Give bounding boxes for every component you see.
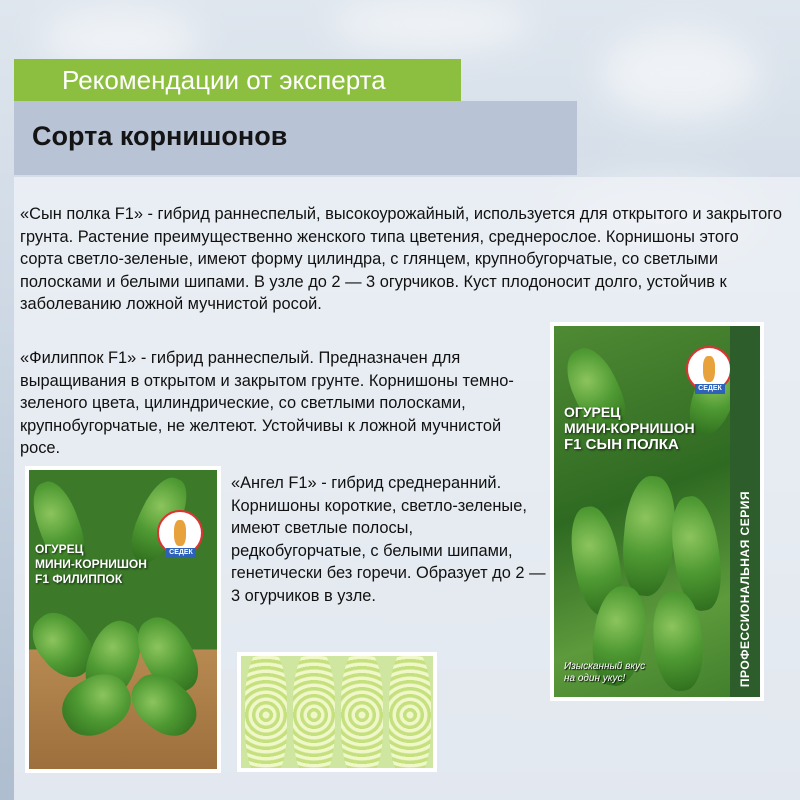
- brand-logo-icon: СЕДЕК: [157, 510, 203, 556]
- series-ribbon: [730, 326, 760, 697]
- expert-tag: Рекомендации от эксперта: [14, 59, 461, 101]
- title-bar: [14, 101, 577, 175]
- pack-label-line1: ОГУРЕЦ: [564, 404, 621, 420]
- paragraph-filippok: «Филиппок F1» - гибрид раннеспелый. Предназначен для выращивания в открытом и закрытом грунте. Корнишоны темно-зеленого цвета, цилиндрические, со светлыми полосками, крупнобугорчатые, не желтеют. Устойчивы к ложной мучнистой росе.: [20, 349, 514, 457]
- slogan-line1: Изысканный вкус: [564, 661, 646, 672]
- pack-label-line3: F1 ФИЛИППОК: [35, 572, 123, 586]
- pack-label-line1: ОГУРЕЦ: [35, 542, 84, 556]
- slogan-line2: на один укус!: [564, 673, 626, 684]
- seed-pack-filippok: [25, 466, 221, 773]
- pack-label-line3: F1 СЫН ПОЛКА: [564, 436, 679, 453]
- pack-label-line2: МИНИ-КОРНИШОН: [35, 557, 147, 571]
- photo-angel-cucumbers: [237, 652, 437, 772]
- page-title: Сорта корнишонов: [32, 121, 288, 151]
- paragraph-son-polka: «Сын полка F1» - гибрид раннеспелый, высокоурожайный, используется для открытого и закрытого грунта. Растение преимущественно женского типа цветения, среднерослое. Корнишоны этого сорта светло-зеленые, имеют форму цилиндра, с глянцем, крупнобугорчатые, со светлыми полосками и белыми шипами. В узле до 2 — 3 огурчиков. Куст плодоносит долго, устойчив к заболеванию ложной мучнистой росой.: [20, 205, 782, 313]
- paragraph-angel: «Ангел F1» - гибрид среднеранний. Корнишоны короткие, светло-зеленые, имеют светлые полосы, редкобугорчатые, с белыми шипами, генетически без горечи. Образует до 2 — 3 огурчиков в узле.: [231, 474, 546, 605]
- seed-pack-son-polka: [550, 322, 764, 701]
- pack-label-line2: МИНИ-КОРНИШОН: [564, 420, 695, 436]
- brand-logo-icon: СЕДЕК: [686, 346, 732, 392]
- pack-slogan: [564, 661, 645, 685]
- series-label: ПРОФЕССИОНАЛЬНАЯ СЕРИЯ: [738, 490, 752, 687]
